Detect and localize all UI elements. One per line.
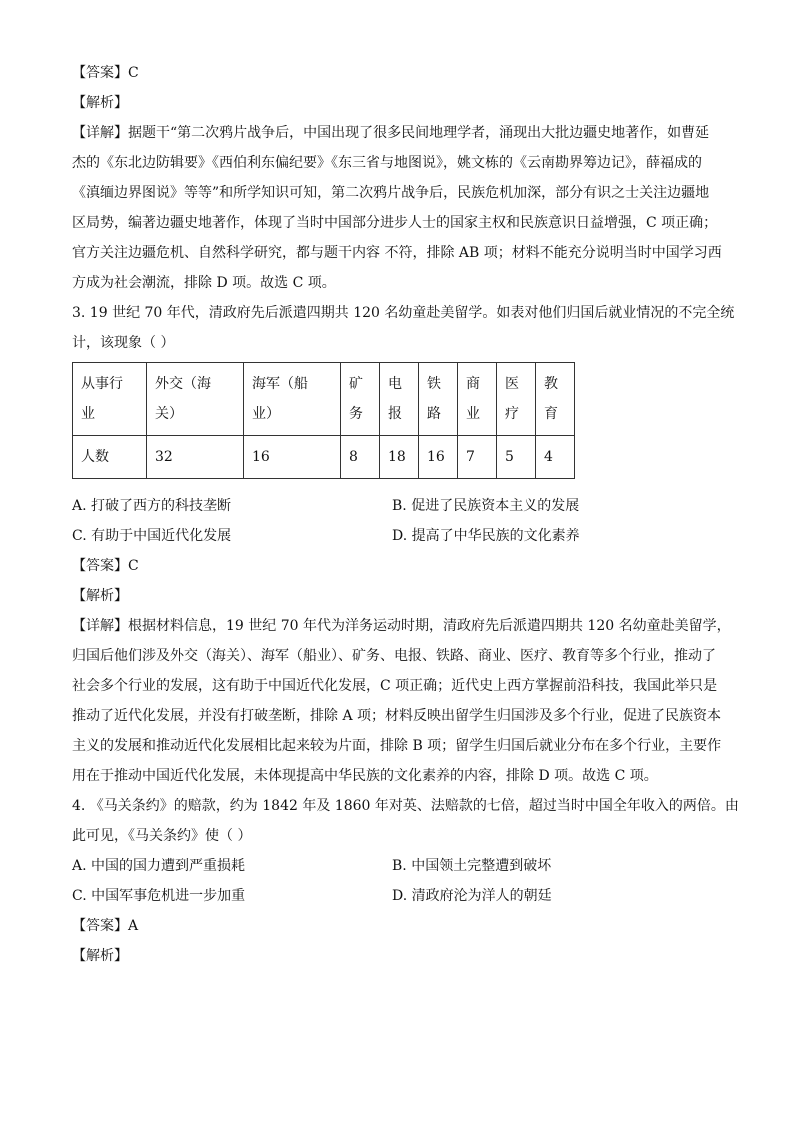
table-cell: 18 — [380, 436, 419, 479]
table-header-cell: 外交（海 关） — [147, 363, 244, 436]
q3-stem — [72, 298, 735, 358]
q2-detail-line: 《滇缅边界图说》等等”和所学知识可知，第二次鸦片战争后，民族危机加深，部分有识之士关注边疆地 — [72, 185, 710, 201]
table-header-cell: 海军（船 业） — [244, 363, 341, 436]
q3-stem-line: 计，该现象（ ） — [72, 335, 175, 351]
q2-detail-line: 杰的《东北边防辑要》《西伯利东偏纪要》《东三省与地图说》，姚文栋的《云南勘界筹边记》，薛福成的 — [72, 155, 702, 171]
q2-detail-line: 方成为社会潮流，排除 D 项。故选 C 项。 — [72, 275, 336, 291]
q3-detail-line: 社会多个行业的发展，这有助于中国近代化发展，C 项正确；近代史上西方掌握前沿科技，我国此举只是 — [72, 678, 718, 694]
q3-detail — [72, 611, 731, 791]
q3-option-b[interactable]: B. 促进了民族资本主义的发展 — [392, 498, 580, 514]
table-header-cell: 从事行 业 — [73, 363, 147, 436]
q3-detail-line: 【详解】根据材料信息，19 世纪 70 年代为洋务运动时期，清政府先后派遣四期共 120 名幼童赴美留学， — [72, 618, 731, 634]
q3-stem-line: 3. 19 世纪 70 年代，清政府先后派遣四期共 120 名幼童赴美留学。如表对他们归国后就业情况的不完全统 — [72, 305, 735, 321]
q3-option-c[interactable]: C. 有助于中国近代化发展 — [72, 528, 232, 544]
q3-options-row — [72, 521, 712, 551]
table-header-cell: 教 育 — [536, 363, 575, 436]
document-page — [72, 58, 739, 971]
q3-option-d[interactable]: D. 提高了中华民族的文化素养 — [392, 528, 580, 544]
q4-answer: 【答案】A — [72, 918, 139, 934]
table-cell: 5 — [497, 436, 536, 479]
q3-detail-line: 归国后他们涉及外交（海关）、海军（船业）、矿务、电报、铁路、商业、医疗、教育等多个行业，推动了 — [72, 648, 716, 664]
q4-stem-line: 此可见，《马关条约》使（ ） — [72, 828, 252, 844]
table-cell: 16 — [244, 436, 341, 479]
q3-option-a[interactable]: A. 打破了西方的科技垄断 — [72, 498, 232, 514]
q4-options-row — [72, 851, 712, 881]
q3-answer: 【答案】C — [72, 558, 139, 574]
table-cell: 32 — [147, 436, 244, 479]
table-cell: 4 — [536, 436, 575, 479]
table-header-cell: 铁 路 — [419, 363, 458, 436]
table-row — [73, 436, 575, 479]
q4-option-c[interactable]: C. 中国军事危机进一步加重 — [72, 888, 246, 904]
table-cell: 8 — [341, 436, 380, 479]
q4-option-d[interactable]: D. 清政府沦为洋人的朝廷 — [392, 888, 552, 904]
table-header-cell: 矿 务 — [341, 363, 380, 436]
employment-table — [72, 362, 575, 479]
q4-stem — [72, 791, 739, 851]
q2-answer: 【答案】C — [72, 65, 139, 81]
q4-stem-line: 4. 《马关条约》的赔款，约为 1842 年及 1860 年对英、法赔款的七倍，超过当时中国全年收入的两倍。由 — [72, 798, 739, 814]
table-header-cell: 商 业 — [458, 363, 497, 436]
q3-options-row — [72, 491, 712, 521]
table-cell: 人数 — [73, 436, 147, 479]
table-cell: 7 — [458, 436, 497, 479]
q4-option-a[interactable]: A. 中国的国力遭到严重损耗 — [72, 858, 246, 874]
q4-option-b[interactable]: B. 中国领土完整遭到破坏 — [392, 858, 552, 874]
table-header-cell: 医 疗 — [497, 363, 536, 436]
table-cell: 16 — [419, 436, 458, 479]
q3-detail-line: 主义的发展和推动近代化发展相比起来较为片面，排除 B 项；留学生归国后就业分布在多个行业，主要作 — [72, 738, 722, 754]
table-header-row — [73, 363, 575, 436]
q4-options-row — [72, 881, 712, 911]
q2-detail-line: 官方关注边疆危机、自然科学研究，都与题干内容 不符，排除 AB 项；材料不能充分说明当时中国学习西 — [72, 245, 722, 261]
table-header-cell: 电 报 — [380, 363, 419, 436]
q3-analysis-label: 【解析】 — [72, 588, 128, 604]
q2-detail — [72, 118, 722, 298]
q2-detail-line: 【详解】据题干“第二次鸦片战争后，中国出现了很多民间地理学者，涌现出大批边疆史地著作，如曹延 — [72, 125, 710, 141]
q3-detail-line: 推动了近代化发展，并没有打破垄断，排除 A 项；材料反映出留学生归国涉及多个行业，促进了民族资本 — [72, 708, 722, 724]
q3-detail-line: 用在于推动中国近代化发展，未体现提高中华民族的文化素养的内容，排除 D 项。故选 C 项。 — [72, 768, 658, 784]
q2-detail-line: 区局势，编著边疆史地著作，体现了当时中国部分进步人士的国家主权和民族意识日益增强，C 项正确； — [72, 215, 718, 231]
q4-analysis-label: 【解析】 — [72, 948, 128, 964]
q2-analysis-label: 【解析】 — [72, 95, 128, 111]
